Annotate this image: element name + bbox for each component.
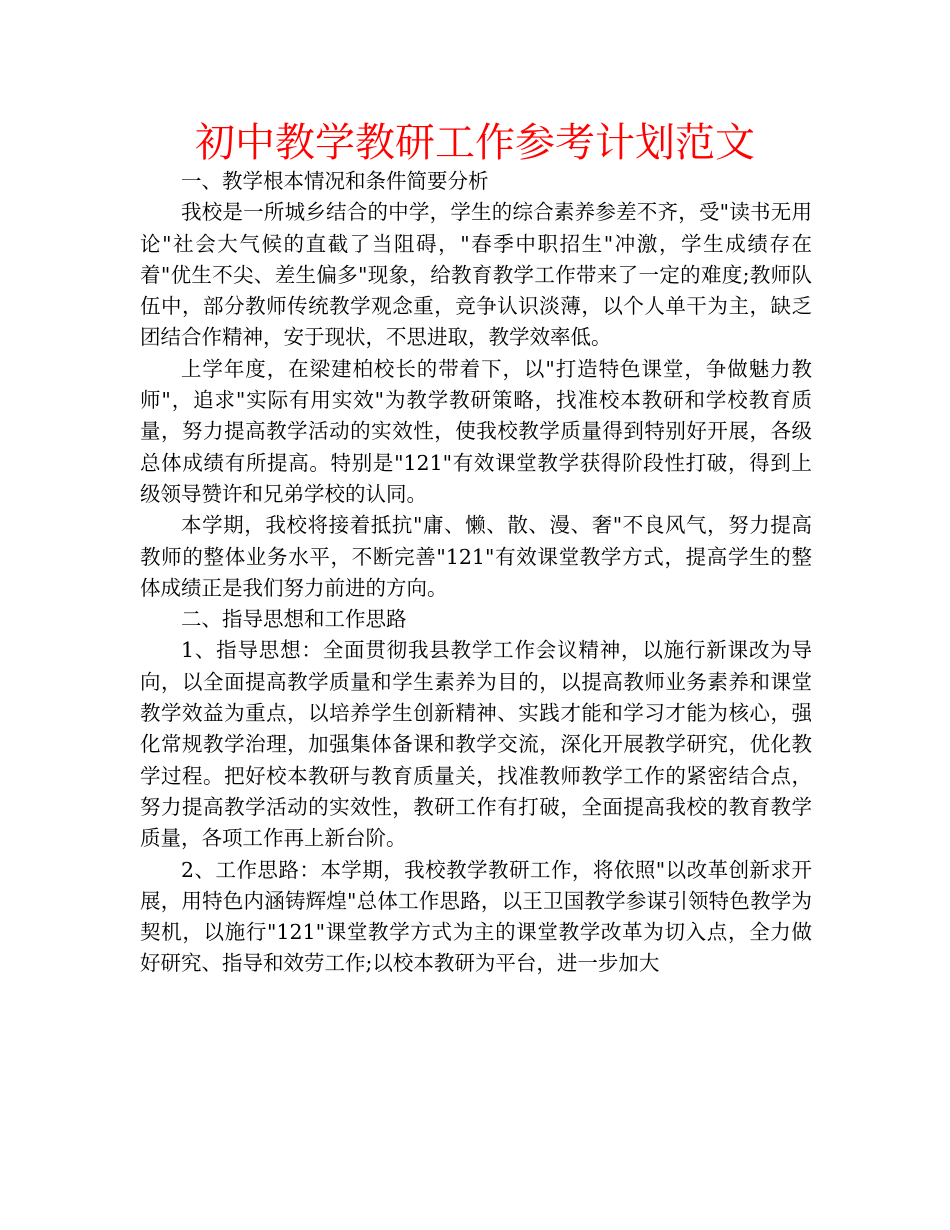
paragraph-2: 上学年度，在梁建柏校长的带着下，以"打造特色课堂，争做魅力教师"，追求"实际有用实效"为教学教研策略，找准校本教研和学校教育质量，努力提高教学活动的实效性，使我校教学质量得到特别好开展，各级总体成绩有所提高。特别是"121"有效课堂教学获得阶段性打破，得到上级领导赞许和兄弟学校的认同。: [140, 356, 812, 506]
paragraph-5: 2、工作思路：本学期，我校教学教研工作，将依照"以改革创新求开展，用特色内涵铸辉煌"总体工作思路，以王卫国教学参谋引领特色教学为契机，以施行"121"课堂教学方式为主的课堂教学改革为切入点，全力做好研究、指导和效劳工作;以校本教研为平台，进一步加大: [140, 857, 812, 976]
document-title: 初中教学教研工作参考计划范文: [195, 120, 755, 166]
paragraph-4: 1、指导思想：全面贯彻我县教学工作会议精神，以施行新课改为导向，以全面提高教学质量和学生素养为目的，以提高教师业务素养和课堂教学效益为重点，以培养学生创新精神、实践才能和学习才能为核心，强化常规教学治理，加强集体备课和教学交流，深化开展教学研究，优化教学过程。把好校本教研与教育质量关，找准教师教学工作的紧密结合点，努力提高教学活动的实效性，教研工作有打破，全面提高我校的教育教学质量，各项工作再上新台阶。: [140, 638, 812, 851]
paragraph-1: 我校是一所城乡结合的中学，学生的综合素养参差不齐，受"读书无用论"社会大气候的直截了当阻碍，"春季中职招生"冲激，学生成绩存在着"优生不尖、差生偏多"现象，给教育教学工作带来了一定的难度;教师队伍中，部分教师传统教学观念重，竞争认识淡薄，以个人单干为主，缺乏团结合作精神，安于现状，不思进取，教学效率低。: [140, 200, 812, 350]
section-heading-2: 二、指导思想和工作思路: [181, 607, 407, 632]
document-body: [140, 166, 812, 980]
section-heading-1: 一、教学根本情况和条件简要分析: [181, 169, 489, 193]
paragraph-3: 本学期，我校将接着抵抗"庸、懒、散、漫、奢"不良风气，努力提高教师的整体业务水平，不断完善"121"有效课堂教学方式，提高学生的整体成绩正是我们努力前进的方向。: [140, 513, 812, 600]
